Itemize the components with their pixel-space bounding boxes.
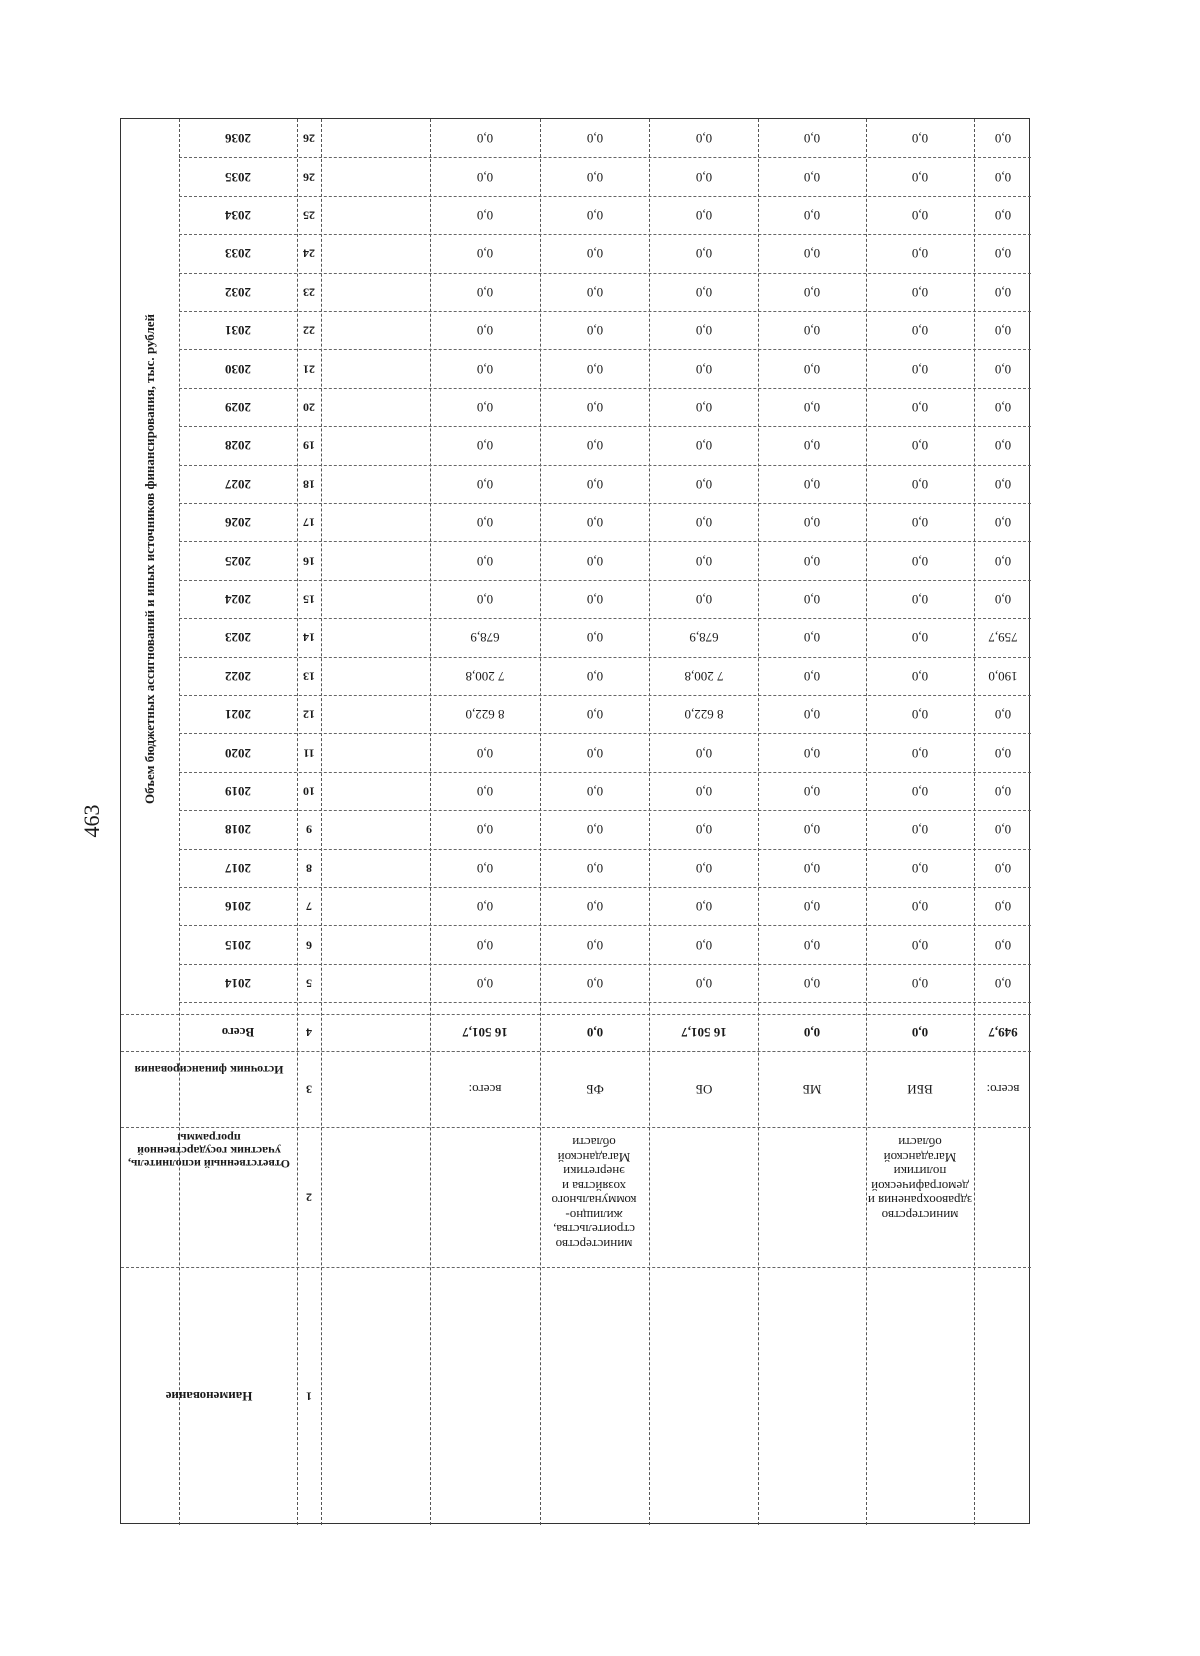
value-cell: 8 622,0 [465,707,505,723]
value-cell: 0,0 [476,284,494,300]
header-responsible: Ответственный исполнитель, участник государственной программы [127,1131,291,1171]
year-header: 2032 [225,284,251,300]
value-cell: 0,0 [994,246,1011,262]
value-cell: 0,0 [695,860,712,876]
row-line [179,925,1031,926]
value-cell: 0,0 [994,553,1011,569]
row-line [179,273,1031,274]
value-cell: 0,0 [803,323,821,339]
value-cell: 0,0 [911,976,929,991]
row-line [179,311,1031,312]
value-cell: 0,0 [476,937,494,953]
year-header: 2017 [225,860,251,876]
value-cell: 0,0 [911,860,929,876]
value-cell: 0,0 [994,284,1011,300]
column-line [866,119,867,1525]
value-cell: 0,0 [911,937,929,953]
column-number: 26 [303,170,315,185]
column-number: 1 [306,1389,312,1404]
column-line [179,119,180,1525]
value-cell: 0,0 [994,515,1011,531]
row-line [179,618,1031,619]
column-number: 9 [306,822,312,837]
value-cell: 0,0 [994,860,1011,876]
column-number: 20 [303,400,315,415]
value-cell: 0,0 [476,323,494,339]
value-cell: 0,0 [476,976,494,991]
agency-health: министерство здравоохранения и демографической политики Магаданской области [867,1135,973,1223]
value-cell: 0,0 [803,208,821,223]
value-cell: 0,0 [994,476,1011,492]
row-line [179,541,1031,542]
value-cell: 0,0 [586,553,603,569]
column-line [649,119,650,1525]
row-line [179,772,1031,773]
column-number: 22 [303,323,315,338]
value-cell: 0,0 [695,438,712,454]
header-total: Всего [221,1025,255,1040]
value-cell: 0,0 [476,246,494,262]
value-cell: 0,0 [803,707,821,723]
value-cell: 0,0 [803,976,821,991]
row-line [179,1002,1031,1003]
year-header: 2025 [225,553,251,569]
year-header: 2027 [225,476,251,492]
value-cell: 0,0 [586,284,603,300]
value-cell: 0,0 [803,246,821,262]
value-cell: 0,0 [803,169,821,185]
value-cell: 0,0 [586,515,603,531]
value-cell: 759,7 [987,630,1018,646]
source-cell: всего: [986,1082,1019,1097]
value-cell: 0,0 [695,246,712,262]
column-number: 15 [303,592,315,607]
column-line [430,119,431,1525]
value-cell: 0,0 [476,476,494,492]
row-line [179,426,1031,427]
column-number: 7 [306,899,312,914]
year-header: 2023 [225,630,251,646]
year-header: 2022 [225,668,251,684]
row-line [179,810,1031,811]
value-cell: 0,0 [803,745,821,761]
value-cell: 0,0 [586,592,603,607]
source-cell: ВБИ [907,1082,933,1097]
value-cell: 0,0 [586,476,603,492]
value-cell: 0,0 [911,553,929,569]
value-cell: 0,0 [994,937,1011,953]
row-line [179,196,1031,197]
row-line [179,234,1031,235]
value-cell: 0,0 [476,784,494,799]
table-title: Объем бюджетных ассигнований и иных источников финансирования, тыс. рублей [142,313,157,805]
value-cell: 0,0 [994,745,1011,761]
value-cell: 0,0 [911,630,929,646]
value-cell: 0,0 [911,784,929,799]
value-cell: 0,0 [911,476,929,492]
year-header: 2019 [225,784,251,799]
column-number: 2 [306,1190,312,1205]
value-cell: 0,0 [994,208,1011,223]
value-cell: 0,0 [803,438,821,454]
value-cell: 0,0 [911,822,929,838]
value-cell: 0,0 [911,899,929,915]
value-cell: 0,0 [695,822,712,838]
value-cell: 8 622,0 [684,707,723,723]
agency-construction: министерство строительства, жилищно-коммунального хозяйства и энергетики Магаданской области [551,1135,637,1252]
source-cell: ОБ [695,1082,712,1097]
value-cell: 0,0 [803,284,821,300]
year-header: 2026 [225,515,251,531]
column-line [974,119,975,1525]
value-cell: 0,0 [695,515,712,531]
value-cell: 0,0 [803,131,821,147]
value-cell: 0,0 [803,361,821,377]
year-header: 2029 [225,400,251,415]
value-cell: 0,0 [476,169,494,185]
value-cell: 0,0 [695,323,712,339]
value-cell: 0,0 [803,668,821,684]
value-cell: 0,0 [994,592,1011,607]
year-header: 2036 [225,131,251,147]
year-header: 2018 [225,822,251,838]
value-cell: 0,0 [695,476,712,492]
year-header: 2016 [225,899,251,915]
value-cell: 190,0 [987,668,1018,684]
row-line [179,695,1031,696]
value-cell: 0,0 [695,400,712,415]
column-number: 23 [303,285,315,300]
value-cell: 0,0 [695,937,712,953]
value-cell: 0,0 [476,208,494,223]
row-line [179,580,1031,581]
value-cell: 0,0 [911,361,929,377]
section-line [121,1267,1031,1268]
row-line [179,503,1031,504]
value-cell: 0,0 [911,515,929,531]
value-cell: 0,0 [476,131,494,147]
column-number: 26 [303,131,315,146]
value-cell: 0,0 [803,400,821,415]
row-line [179,157,1031,158]
value-cell: 0,0 [586,246,603,262]
header-source: Источник финансирования [134,1063,284,1077]
value-cell: 678,9 [688,630,719,646]
column-number: 17 [303,515,315,530]
value-cell: 7 200,8 [465,668,505,684]
value-cell: 0,0 [911,438,929,454]
value-cell: 0,0 [586,169,603,185]
year-header: 2034 [225,208,251,223]
value-cell: 0,0 [695,592,712,607]
budget-table [120,118,1030,1524]
value-cell: 0,0 [586,784,603,799]
value-cell: 0,0 [994,707,1011,723]
value-cell: 0,0 [911,323,929,339]
value-cell: 0,0 [911,246,929,262]
value-cell: 0,0 [803,860,821,876]
row-line [179,887,1031,888]
column-line [758,119,759,1525]
value-cell: 0,0 [803,630,821,646]
page-number: 463 [79,804,104,838]
total-cell: 949,7 [987,1025,1018,1040]
value-cell: 0,0 [476,745,494,761]
value-cell: 0,0 [586,400,603,415]
column-number: 16 [303,554,315,569]
value-cell: 0,0 [695,131,712,147]
value-cell: 0,0 [476,899,494,915]
value-cell: 0,0 [911,400,929,415]
year-header: 2035 [225,169,251,185]
total-cell: 0,0 [911,1025,929,1040]
value-cell: 0,0 [695,976,712,991]
column-line [297,119,298,1525]
value-cell: 0,0 [695,553,712,569]
value-cell: 0,0 [586,745,603,761]
column-number: 11 [303,746,315,761]
value-cell: 0,0 [586,438,603,454]
column-line [321,119,322,1525]
value-cell: 0,0 [994,169,1011,185]
value-cell: 0,0 [911,707,929,723]
header-name: Наименование [165,1389,253,1404]
total-cell: 16 501,7 [462,1025,508,1040]
column-number: 10 [303,784,315,799]
value-cell: 0,0 [994,400,1011,415]
value-cell: 0,0 [911,169,929,185]
row-line [179,349,1031,350]
total-cell: 0,0 [803,1025,821,1040]
value-cell: 0,0 [586,131,603,147]
column-number: 5 [306,976,312,991]
value-cell: 0,0 [586,208,603,223]
value-cell: 0,0 [695,169,712,185]
value-cell: 0,0 [586,323,603,339]
value-cell: 0,0 [911,668,929,684]
value-cell: 0,0 [695,784,712,799]
value-cell: 0,0 [586,976,603,991]
value-cell: 0,0 [476,361,494,377]
column-number: 19 [303,438,315,453]
value-cell: 0,0 [586,860,603,876]
value-cell: 0,0 [695,361,712,377]
value-cell: 0,0 [803,822,821,838]
value-cell: 0,0 [803,476,821,492]
value-cell: 0,0 [994,976,1011,991]
value-cell: 0,0 [586,361,603,377]
year-header: 2033 [225,246,251,262]
value-cell: 0,0 [911,208,929,223]
column-number: 3 [306,1082,312,1097]
value-cell: 0,0 [911,131,929,147]
year-header: 2030 [225,361,251,377]
value-cell: 0,0 [994,131,1011,147]
value-cell: 0,0 [586,668,603,684]
value-cell: 0,0 [476,553,494,569]
total-cell: 0,0 [586,1025,603,1040]
column-number: 14 [303,630,315,645]
value-cell: 0,0 [803,899,821,915]
column-number: 21 [303,362,315,377]
value-cell: 7 200,8 [684,668,723,684]
column-line [540,119,541,1525]
value-cell: 0,0 [476,515,494,531]
row-line [179,964,1031,965]
value-cell: 0,0 [994,323,1011,339]
value-cell: 0,0 [994,784,1011,799]
year-header: 2020 [225,745,251,761]
value-cell: 0,0 [476,400,494,415]
value-cell: 0,0 [476,592,494,607]
value-cell: 0,0 [476,860,494,876]
value-cell: 0,0 [695,745,712,761]
value-cell: 0,0 [994,361,1011,377]
year-header: 2015 [225,937,251,953]
value-cell: 0,0 [911,592,929,607]
value-cell: 678,9 [470,630,500,646]
column-number: 13 [303,669,315,684]
value-cell: 0,0 [803,937,821,953]
value-cell: 0,0 [586,899,603,915]
column-number: 4 [306,1025,312,1040]
value-cell: 0,0 [803,553,821,569]
row-line [179,733,1031,734]
value-cell: 0,0 [476,822,494,838]
section-line [121,1127,1031,1128]
year-header: 2014 [225,976,251,991]
row-line [179,849,1031,850]
year-header: 2021 [225,707,251,723]
value-cell: 0,0 [803,784,821,799]
value-cell: 0,0 [911,745,929,761]
value-cell: 0,0 [586,822,603,838]
value-cell: 0,0 [586,630,603,646]
value-cell: 0,0 [695,284,712,300]
source-cell: всего: [468,1082,502,1097]
value-cell: 0,0 [994,822,1011,838]
column-number: 6 [306,938,312,953]
value-cell: 0,0 [994,899,1011,915]
section-line [121,1051,1031,1052]
column-number: 25 [303,208,315,223]
value-cell: 0,0 [695,899,712,915]
source-cell: МБ [802,1082,822,1097]
year-header: 2024 [225,592,251,607]
value-cell: 0,0 [695,208,712,223]
column-number: 8 [306,861,312,876]
value-cell: 0,0 [476,438,494,454]
value-cell: 0,0 [586,707,603,723]
value-cell: 0,0 [803,592,821,607]
total-cell: 16 501,7 [680,1025,727,1040]
value-cell: 0,0 [803,515,821,531]
section-line [121,1014,1031,1015]
column-number: 18 [303,477,315,492]
column-number: 12 [303,707,315,722]
row-line [179,657,1031,658]
row-line [179,465,1031,466]
value-cell: 0,0 [911,284,929,300]
year-header: 2031 [225,323,251,339]
year-header: 2028 [225,438,251,454]
source-cell: ФБ [585,1082,604,1097]
column-number: 24 [303,246,315,261]
value-cell: 0,0 [586,937,603,953]
row-line [179,388,1031,389]
value-cell: 0,0 [994,438,1011,454]
